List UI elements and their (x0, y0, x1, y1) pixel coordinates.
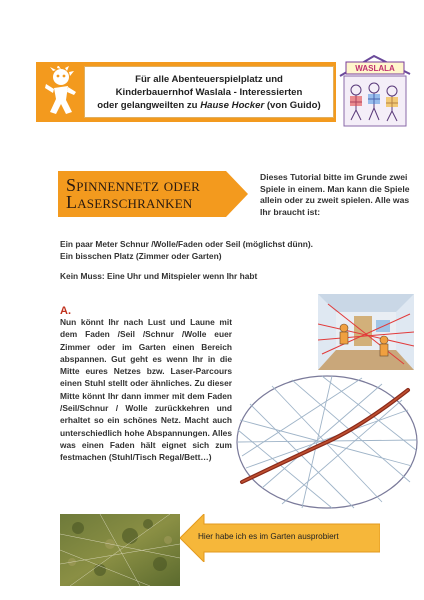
header-line-3-post: (von Guido) (264, 99, 321, 111)
room-laser-illustration (318, 294, 414, 370)
waslala-children-drawing (336, 50, 414, 130)
intro-paragraph: Dieses Tutorial bitte im Grunde zwei Spiele in einem. Man kann die Spiele allein oder zu zweit spielen. Alle was Ihr braucht ist: (260, 172, 410, 217)
header-text-box (84, 66, 334, 118)
header-line-3-emphasis: Hause Hocker (200, 99, 265, 111)
drawing-sign-text: WASLALA (355, 64, 395, 73)
section-a-text: Nun könnt Ihr nach Lust und Laune mit dem Faden /Seil /Schnur /Wolle euer Zimmer oder im Garten einen Bereich abspannen. Gut geht es wenn Ihr in die Mitte eures Netzes bzw. Laser-Parcours einen Stuhl stellt oder ähnliches. Zu dieser Mitte könnt Ihr dann immer mit dem Faden /Seil/Schnur / Wolle zurückkehren und erhaltet so ein schönes Netz. Macht auch unterschiedlich hohe Abspannungen. Alles was einen Faden hält eignet sich zum festmachen (Stuhl/Tisch Regal/Bett…) (60, 317, 232, 463)
waslala-figure-logo (44, 66, 80, 118)
page-title-line-1: Spinnennetz oder (66, 175, 200, 195)
header-line-3-pre: oder gelangweilten zu (97, 99, 201, 111)
header-line-2: Kinderbauernhof Waslala - Interessierten (115, 86, 303, 98)
materials-line-1: Ein paar Meter Schnur /Wolle/Faden oder Seil (möglichst dünn). (60, 239, 313, 249)
section-a-label: A. (60, 305, 71, 317)
page-title (66, 177, 236, 211)
page-title-line-2: Laserschranken (66, 192, 193, 212)
header-line-3 (97, 99, 320, 112)
string-web-illustration (232, 370, 422, 512)
materials-line-2: Ein bisschen Platz (Zimmer oder Garten) (60, 251, 222, 261)
header-line-1: Für alle Abenteuerspielplatz und (135, 73, 283, 85)
photo-caption: Hier habe ich es im Garten ausprobiert (198, 532, 339, 541)
garden-web-photo (60, 514, 180, 586)
materials-optional: Kein Muss: Eine Uhr und Mitspieler wenn Ihr habt (60, 271, 258, 281)
